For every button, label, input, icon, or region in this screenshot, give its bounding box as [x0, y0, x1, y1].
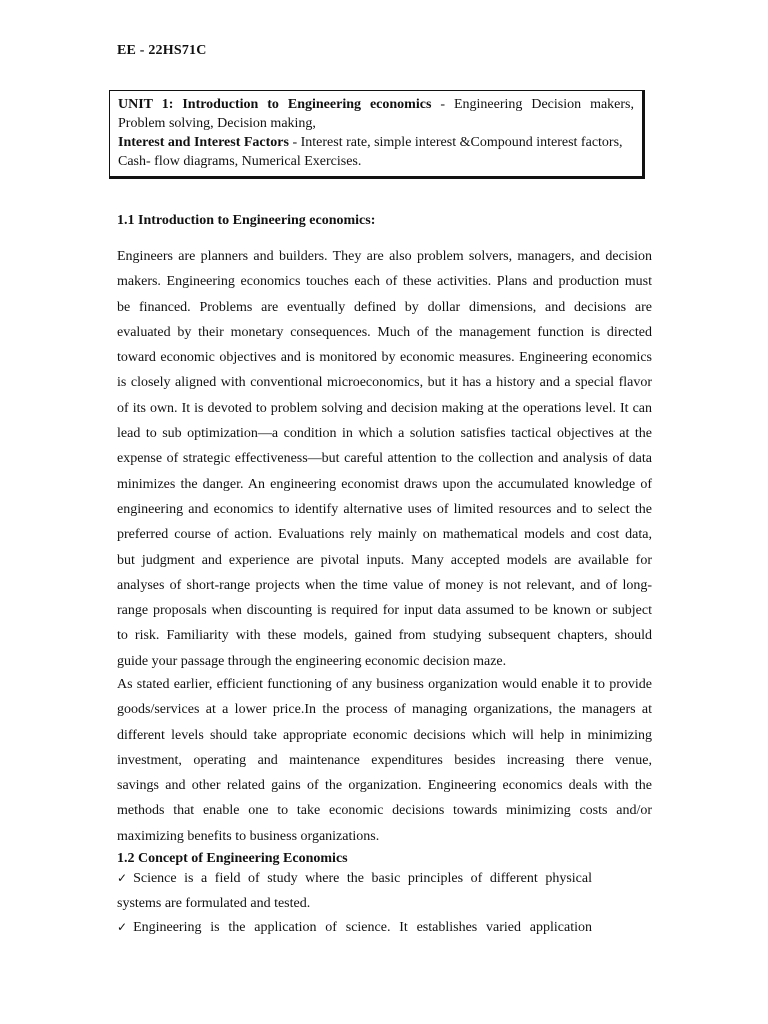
paragraph-line: minimizes the danger. An engineering economist draws upon the accumulated knowledge of — [117, 476, 652, 492]
unit-topics: - Engineering Decision makers, — [431, 97, 634, 112]
paragraph-line: of its own. It is devoted to problem solving and decision making at the operations level. It can — [117, 400, 652, 416]
paragraph-line: engineering and economics to identify alternative uses of limited resources and to select the — [117, 501, 652, 517]
checkmark-icon: ✓ — [117, 871, 128, 885]
intro-paragraph-2 — [117, 672, 652, 849]
bullet-text: Engineering is the application of science. It establishes varied application — [133, 920, 592, 935]
paragraph-line: but judgment and experience are pivotal inputs. Many accepted models are available for — [117, 552, 652, 568]
section-heading-1-1: 1.1 Introduction to Engineering economics: — [117, 213, 376, 228]
unit-box-line-2: Problem solving, Decision making, — [118, 116, 316, 131]
unit-box-line-1 — [118, 95, 634, 114]
paragraph-line: expense of strategic effectiveness—but careful attention to the collection and analysis of data — [117, 451, 652, 467]
bullet-first-line — [117, 866, 592, 891]
document-code: EE - 22HS71C — [117, 43, 207, 58]
paragraph-line: Engineers are planners and builders. They are also problem solvers, managers, and decision — [117, 249, 652, 264]
section-heading-1-2: 1.2 Concept of Engineering Economics — [117, 851, 348, 866]
paragraph-line: lead to sub optimization—a condition in which a solution satisfies tactical objectives at the — [117, 426, 652, 442]
paragraph-line: maximizing benefits to business organizations. — [117, 828, 380, 844]
paragraph-line: toward economic objectives and is monitored by economic measures. Engineering economics — [117, 350, 652, 366]
paragraph-line: be financed. Problems are eventually defined by dollar dimensions, and decisions are — [117, 299, 652, 315]
paragraph-line: methods that enable one to take economic decisions towards minimizing costs and/or — [117, 803, 652, 819]
paragraph-line: guide your passage through the engineering economic decision maze. — [117, 653, 507, 669]
paragraph-line: is closely aligned with conventional microeconomics, but it has a history and a special flavor — [117, 375, 652, 391]
paragraph-line: evaluated by their monetary consequences. Much of the management function is directed — [117, 324, 652, 340]
bullet-engineering — [117, 915, 592, 940]
paragraph-line: to risk. Familiarity with these models, gained from studying subsequent chapters, should — [117, 628, 652, 644]
paragraph-line: goods/services at a lower price.In the process of managing organizations, the managers at — [117, 702, 652, 718]
bullet-first-line — [117, 915, 592, 940]
interest-topics: - Interest rate, simple interest &Compound interest factors, — [288, 135, 623, 150]
paragraph-line: analyses of short-range projects when the time value of money is not relevant, and of long- — [117, 577, 652, 593]
bullet-science — [117, 866, 592, 916]
interest-title: Interest and Interest Factors — [118, 135, 289, 150]
unit-box-line-4: Cash- flow diagrams, Numerical Exercises. — [118, 154, 362, 169]
intro-paragraph-1 — [117, 244, 652, 674]
paragraph-line: preferred course of action. Evaluations rely mainly on mathematical models and cost data, — [117, 527, 652, 543]
paragraph-line: range proposals when discounting is required for input data assumed to be known or subject — [117, 603, 652, 619]
checkmark-icon: ✓ — [117, 920, 128, 934]
paragraph-line: different levels should take appropriate economic decisions which will help in minimizing — [117, 727, 652, 743]
bullet-text-continued: systems are formulated and tested. — [117, 896, 311, 911]
unit-box-line-3 — [118, 133, 634, 152]
unit-title: UNIT 1: Introduction to Engineering economics — [118, 97, 432, 112]
unit-summary-box — [109, 90, 645, 179]
paragraph-line: makers. Engineering economics touches each of these activities. Plans and production must — [117, 274, 652, 290]
paragraph-line: investment, operating and maintenance expenditures besides increasing there venue, — [117, 752, 652, 768]
bullet-text: Science is a field of study where the basic principles of different physical — [133, 871, 592, 886]
paragraph-line: savings and other related gains of the organization. Engineering economics deals with the — [117, 778, 652, 794]
paragraph-line: As stated earlier, efficient functioning of any business organization would enable it to provide — [117, 677, 652, 692]
